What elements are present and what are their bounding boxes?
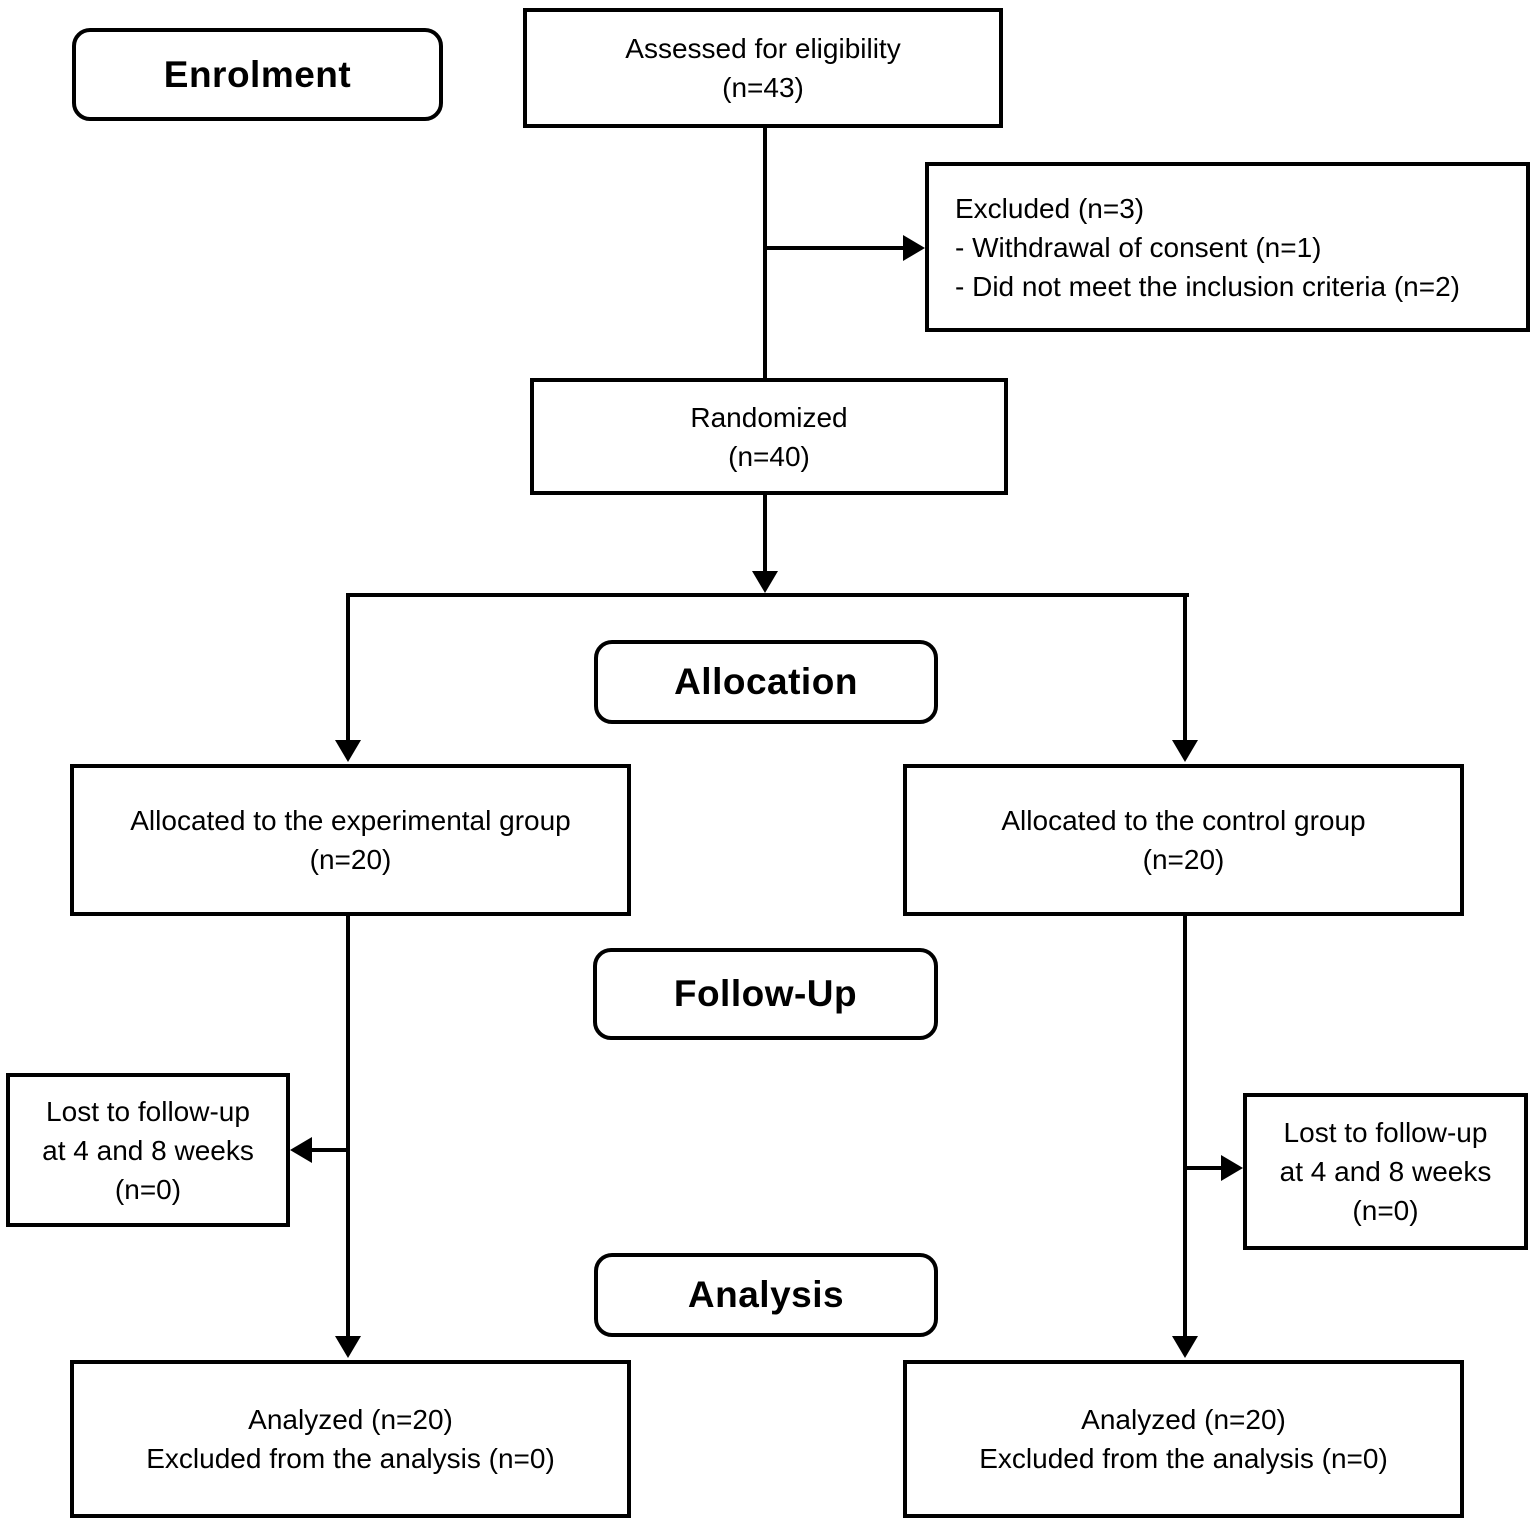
connector-randomized-split bbox=[763, 495, 767, 573]
enrolment-label-text: Enrolment bbox=[163, 53, 352, 95]
stage-label-enrolment bbox=[72, 28, 443, 121]
analyzed-experimental-line1: Analyzed (n=20) bbox=[248, 1404, 453, 1435]
assessed-line1: Assessed for eligibility bbox=[625, 33, 901, 64]
connector-split-bar bbox=[346, 593, 1189, 597]
analysis-label-text: Analysis bbox=[687, 1274, 845, 1315]
arrowhead-to-lost-control bbox=[1221, 1155, 1243, 1181]
arrowhead-to-lost-experimental bbox=[290, 1137, 312, 1163]
lost-followup-control-box bbox=[1243, 1093, 1528, 1250]
excluded-line3: - Did not meet the inclusion criteria (n=2) bbox=[955, 270, 1460, 302]
excluded-line1: Excluded (n=3) bbox=[955, 192, 1145, 224]
arrowhead-to-control bbox=[1172, 740, 1198, 762]
analyzed-control-box bbox=[903, 1360, 1464, 1518]
allocated-experimental-line2: (n=20) bbox=[309, 844, 392, 875]
randomized-box bbox=[530, 378, 1008, 495]
allocated-experimental-box bbox=[70, 764, 631, 916]
lost-control-line3: (n=0) bbox=[1352, 1195, 1419, 1226]
connector-control-analyzed bbox=[1183, 916, 1187, 1338]
randomized-line2: (n=40) bbox=[728, 440, 810, 472]
connector-lost-experimental-branch bbox=[308, 1148, 350, 1152]
analyzed-control-line2: Excluded from the analysis (n=0) bbox=[979, 1443, 1388, 1474]
connector-experimental-analyzed bbox=[346, 916, 350, 1338]
analyzed-experimental-box bbox=[70, 1360, 631, 1518]
connector-lost-control-branch bbox=[1187, 1166, 1225, 1170]
analyzed-experimental-line2: Excluded from the analysis (n=0) bbox=[146, 1443, 555, 1474]
allocation-label-text: Allocation bbox=[674, 661, 858, 702]
allocated-control-line2: (n=20) bbox=[1142, 844, 1225, 875]
allocated-control-line1: Allocated to the control group bbox=[1001, 805, 1366, 836]
connector-excluded-branch bbox=[765, 246, 905, 250]
stage-label-followup bbox=[593, 948, 938, 1040]
arrowhead-to-analyzed-experimental bbox=[335, 1336, 361, 1358]
lost-control-line2: at 4 and 8 weeks bbox=[1279, 1156, 1492, 1187]
connector-split-experimental bbox=[346, 593, 350, 742]
lost-experimental-line1: Lost to follow-up bbox=[46, 1095, 250, 1127]
stage-label-allocation bbox=[594, 640, 938, 724]
lost-control-line1: Lost to follow-up bbox=[1283, 1117, 1488, 1148]
allocated-experimental-line1: Allocated to the experimental group bbox=[130, 805, 571, 836]
lost-experimental-line2: at 4 and 8 weeks bbox=[42, 1134, 254, 1166]
stage-label-analysis bbox=[594, 1253, 938, 1337]
lost-experimental-line3: (n=0) bbox=[114, 1173, 182, 1205]
excluded-line2: - Withdrawal of consent (n=1) bbox=[955, 231, 1322, 263]
arrowhead-to-split bbox=[752, 571, 778, 593]
lost-followup-experimental-box bbox=[6, 1073, 290, 1227]
analyzed-control-line1: Analyzed (n=20) bbox=[1081, 1404, 1286, 1435]
arrowhead-to-experimental bbox=[335, 740, 361, 762]
arrowhead-to-excluded bbox=[903, 235, 925, 261]
connector-split-control bbox=[1183, 593, 1187, 742]
excluded-box bbox=[925, 162, 1530, 332]
arrowhead-to-analyzed-control bbox=[1172, 1336, 1198, 1358]
connector-assessed-randomized bbox=[763, 128, 767, 378]
allocated-control-box bbox=[903, 764, 1464, 916]
followup-label-text: Follow-Up bbox=[673, 973, 858, 1014]
assessed-eligibility-box bbox=[523, 8, 1003, 128]
randomized-line1: Randomized bbox=[690, 401, 848, 433]
assessed-line2: (n=43) bbox=[722, 72, 804, 103]
